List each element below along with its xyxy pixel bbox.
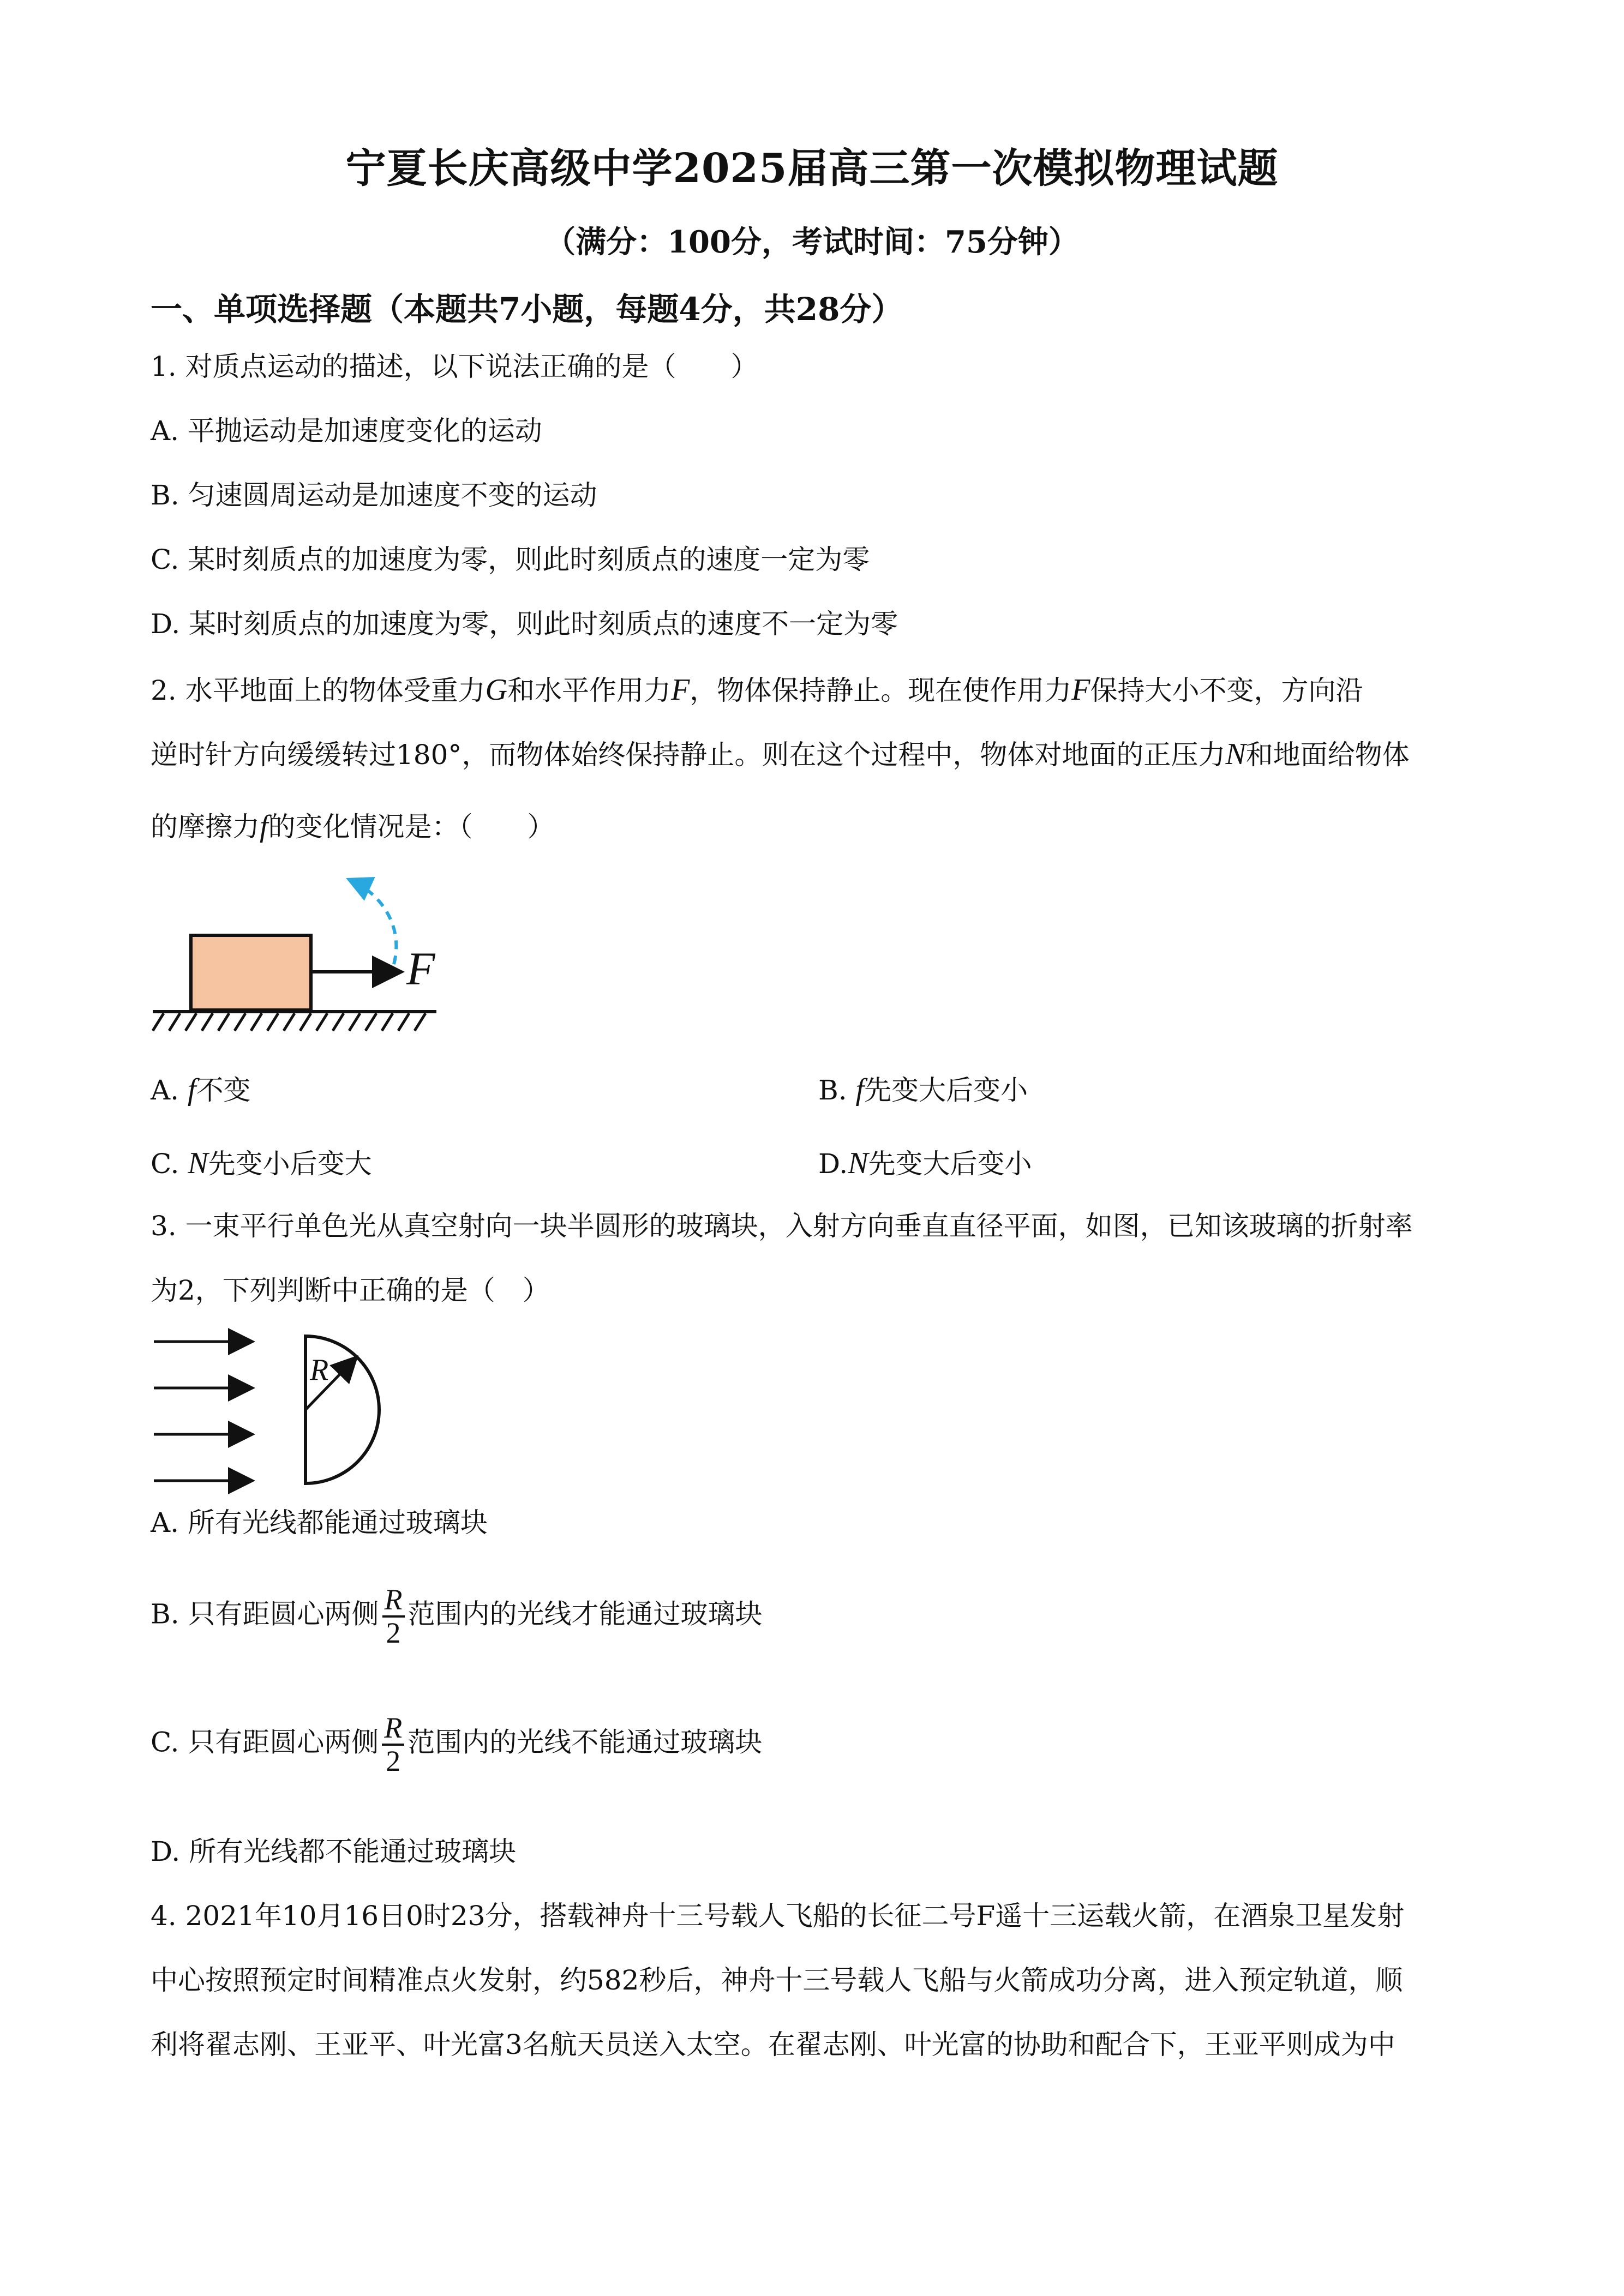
q3-stem-line1: 3. 一束平行单色光从真空射向一块半圆形的玻璃块，入射方向垂直直径平面，如图，已知该玻璃的折射率 [151, 1210, 1413, 1242]
rotation-arrow [352, 881, 396, 964]
symbol-N: N [1225, 737, 1246, 771]
q1-option-a: A. 平抛运动是加速度变化的运动 [151, 415, 542, 447]
q2-option-d: D.N先变大后变小 [818, 1146, 1032, 1180]
q2-option-b: B. f先变大后变小 [818, 1073, 1028, 1107]
q3-option-c: C. 只有距圆心两侧 $\frac{R}{2}$ 范围内的光线不能通过玻璃块 [151, 1711, 763, 1777]
force-label: F [406, 942, 435, 995]
q3-stem-line2: 为2，下列判断中正确的是（ ） [151, 1275, 550, 1306]
q3-option-d: D. 所有光线都不能通过玻璃块 [151, 1836, 517, 1867]
q1-option-b: B. 匀速圆周运动是加速度不变的运动 [151, 479, 597, 511]
q2-stem-line1: 2. 水平地面上的物体受重力G和水平作用力F，物体保持静止。现在使作用力F保持大小不变，方向沿 [151, 673, 1363, 707]
symbol-N: N [188, 1146, 208, 1180]
section-heading: 一、单项选择题（本题共7小题，每题4分，共28分） [151, 291, 903, 328]
symbol-f: f [260, 809, 268, 843]
symbol-G: G [485, 673, 508, 707]
q2-block-force-figure [147, 867, 453, 1042]
q1-stem: 1. 对质点运动的描述，以下说法正确的是（ ） [151, 351, 758, 382]
q1-option-c: C. 某时刻质点的加速度为零，则此时刻质点的速度一定为零 [151, 544, 870, 575]
radius-label: R [310, 1353, 329, 1387]
incident-light-rays [154, 1342, 250, 1481]
angle-value: 180° [396, 739, 462, 771]
q2-option-a: A. f不变 [151, 1073, 251, 1107]
ground-hatching [153, 1013, 426, 1031]
q3-option-a: A. 所有光线都能通过玻璃块 [151, 1507, 488, 1538]
q2-stem-line2: 逆时针方向缓缓转过180°，而物体始终保持静止。则在这个过程中，物体对地面的正压力N和地面给物体 [151, 737, 1410, 771]
fraction-r-over-2: $\frac{R}{2}$ [382, 1584, 405, 1648]
block [191, 935, 311, 1010]
q3-semicircle-figure [147, 1325, 398, 1494]
symbol-F: F [671, 673, 690, 707]
q1-option-d: D. 某时刻质点的加速度为零，则此时刻质点的速度不一定为零 [151, 608, 898, 640]
page-title: 宁夏长庆高级中学2025届高三第一次模拟物理试题 [345, 145, 1279, 192]
page-subtitle: （满分：100分，考试时间：75分钟） [545, 224, 1079, 260]
symbol-N: N [848, 1146, 868, 1180]
q4-stem-line2: 中心按照预定时间精准点火发射，约582秒后，神舟十三号载人飞船与火箭成功分离，进入预定轨道，顺 [151, 1964, 1403, 1996]
fraction-r-over-2: $\frac{R}{2}$ [382, 1712, 404, 1776]
q2-option-c: C. N先变小后变大 [151, 1146, 372, 1180]
q2-stem-line3: 的摩擦力f的变化情况是：（ ） [151, 809, 555, 843]
symbol-F: F [1071, 673, 1090, 707]
q4-stem-line1: 4. 2021年10月16日0时23分，搭载神舟十三号载人飞船的长征二号F遥十三运载火箭，在酒泉卫星发射 [151, 1900, 1405, 1932]
q4-stem-line3: 利将翟志刚、王亚平、叶光富3名航天员送入太空。在翟志刚、叶光富的协助和配合下，王亚平则成为中 [151, 2029, 1395, 2060]
symbol-f: f [855, 1073, 865, 1107]
symbol-f: f [187, 1073, 196, 1107]
q3-option-b: B. 只有距圆心两侧 $\frac{R}{2}$ 范围内的光线才能通过玻璃块 [151, 1583, 763, 1649]
